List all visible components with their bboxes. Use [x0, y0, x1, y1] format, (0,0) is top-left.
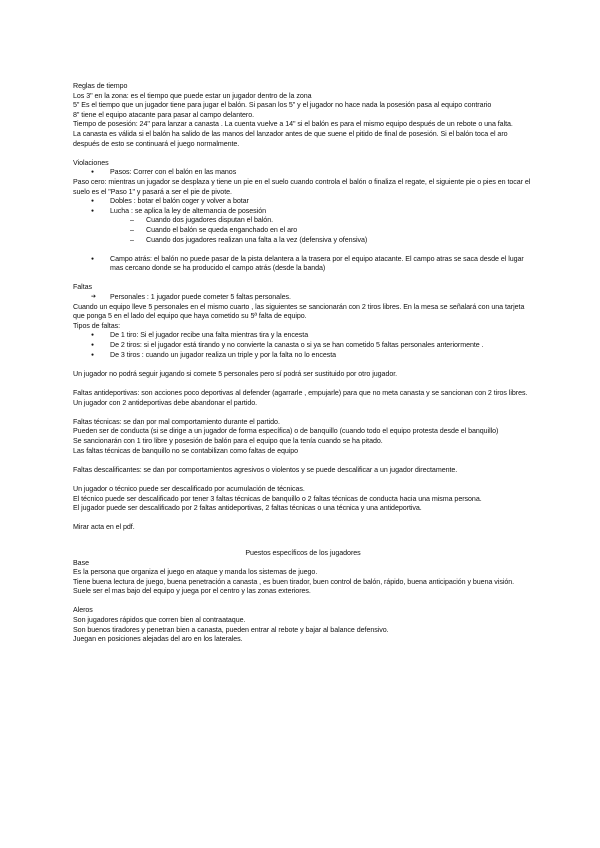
sustituido-text: Un jugador no podrá seguir jugando si comete 5 personales pero sí podrá ser sustituido por otro jugador.: [73, 369, 398, 378]
list-item-campo-atras: ● Campo atrás: el balón no puede pasar de la pista delantera a la trasera por el equipo atacante. El campo atras se saca desde el lugar mas cercano donde se ha producido el campo atrás (desde la banda): [73, 255, 533, 274]
aleros-line: Son buenos tiradores y penetran bien a canasta, pueden entrar al rebote y bajar al balance defensivo.: [73, 625, 389, 634]
reglas-line: Tiempo de posesión: 24" para lanzar a canasta . La cuenta vuelve a 14" si el balón es para el mismo equipo después de un rebote o una falta.: [73, 120, 513, 129]
lucha-subitem: – Cuando dos jugadores realizan una falta a la vez (defensiva y ofensiva): [73, 236, 533, 246]
document-page: [73, 82, 533, 645]
list-item-tipo: ● De 2 tiros: si el jugador está tirando y no convierte la canasta o si ya se han cometido 5 faltas personales anteriormente .: [73, 341, 533, 351]
tecnico-line: El técnico puede ser descalificado por tener 3 faltas técnicas de banquillo o 2 faltas técnicas de conducta hacia una misma persona.: [73, 494, 482, 503]
list-item-tipo: ● De 3 tiros : cuando un jugador realiza un triple y por la falta no lo encesta: [73, 351, 533, 361]
aleros-line: Juegan en posiciones alejadas del aro en los laterales.: [73, 635, 243, 644]
tecnicas-line: Pueden ser de conducta (si se dirige a un jugador de forma específica) o de banquillo (cuando todo el equipo protesta desde el banquillo): [73, 427, 499, 436]
tecnico-line: El jugador puede ser descalificado por 2 faltas antideportivas, 2 faltas técnicas o una técnica y una antideportiva.: [73, 504, 422, 513]
descalificantes-text: Faltas descalificantes: se dan por comportamientos agresivos o violentos y se puede descalificar a un jugador directamente.: [73, 465, 458, 474]
section-title-puestos: Puestos específicos de los jugadores: [245, 548, 361, 557]
base-title: Base: [73, 558, 89, 567]
reglas-line: Los 3" en la zona: es el tiempo que puede estar un jugador dentro de la zona: [73, 91, 312, 100]
list-item-tipo: ● De 1 tiro: Si el jugador recibe una falta mientras tira y la encesta: [73, 331, 533, 341]
violaciones-list-3: [73, 255, 533, 274]
tipos-list: [73, 331, 533, 360]
tecnicas-line: Faltas técnicas: se dan por mal comportamiento durante el partido.: [73, 417, 280, 426]
antideportivas-text: Faltas antideportivas: son acciones poco deportivas al defender (agarrarle , empujarle) para que no meta canasta y se sancionan con 2 tiros libres. Un jugador con 2 antideportivas debe abandonar el partido.: [73, 389, 528, 407]
list-item-lucha: ● Lucha : se aplica la ley de alternancia de posesión: [73, 207, 533, 217]
base-line: Es la persona que organiza el juego en ataque y manda los sistemas de juego.: [73, 568, 318, 577]
reglas-line: 5" Es el tiempo que un jugador tiene para jugar el balón. Si pasan los 5" y el jugador no hace nada la posesión pasa al equipo contrario: [73, 101, 492, 110]
aleros-line: Son jugadores rápidos que corren bien al contraataque.: [73, 616, 246, 625]
section-title-reglas: Reglas de tiempo: [73, 82, 128, 90]
list-item-personales: ➔ Personales : 1 jugador puede cometer 5 faltas personales.: [73, 293, 533, 303]
lucha-subitem: – Cuando dos jugadores disputan el balón.: [73, 216, 533, 226]
base-line: Suele ser el mas bajo del equipo y juega por el centro y las zonas exteriores.: [73, 587, 311, 596]
violaciones-list: [73, 168, 533, 178]
aleros-title: Aleros: [73, 606, 93, 615]
list-item-pasos: ● Pasos: Correr con el balón en las manos: [73, 168, 533, 178]
faltas-list: [73, 293, 533, 303]
tipos-title: Tipos de faltas:: [73, 321, 121, 330]
violaciones-list-2: [73, 197, 533, 245]
faltas-cuarto-text: Cuando un equipo lleve 5 personales en el mismo cuarto , las siguientes se sancionarán con 2 tiros libres. En la mesa se señalará con una tarjeta que ponga 5 en el lado del equipo que haya cometido su 5ª falta de equipo.: [73, 302, 525, 321]
list-item-dobles: ● Dobles : botar el balón coger y volver a botar: [73, 197, 533, 207]
section-title-violaciones: Violaciones: [73, 158, 109, 167]
reglas-line: La canasta es válida si el balón ha salido de las manos del lanzador antes de que suene el pitido de final de posesión. Si el balón toca el aro después de esto se continuará el juego normalmente.: [73, 129, 508, 148]
tecnico-line: Un jugador o técnico puede ser descalificado por acumulación de técnicas.: [73, 484, 305, 493]
lucha-subitem: – Cuando el balón se queda enganchado en el aro: [73, 226, 533, 236]
tecnicas-line: Las faltas técnicas de banquillo no se contabilizan como faltas de equipo: [73, 446, 299, 455]
tecnicas-line: Se sancionarán con 1 tiro libre y posesión de balón para el equipo que la tenía cuando se ha pitado.: [73, 436, 383, 445]
paso-cero-text: Paso cero: mientras un jugador se desplaza y tiene un pie en el suelo cuando controla el balón o finaliza el regate, el siguiente pie o pies en tocar el suelo es el "Paso 1" y pasará a ser el pie de pivote.: [73, 177, 531, 196]
base-line: Tiene buena lectura de juego, buena penetración a canasta , es buen tirador, buen control de balón, rápido, buena anticipación y buena visión.: [73, 577, 515, 586]
reglas-line: 8" tiene el equipo atacante para pasar al campo delantero.: [73, 110, 255, 119]
section-title-faltas: Faltas: [73, 283, 93, 292]
acta-text: Mirar acta en el pdf.: [73, 523, 135, 532]
